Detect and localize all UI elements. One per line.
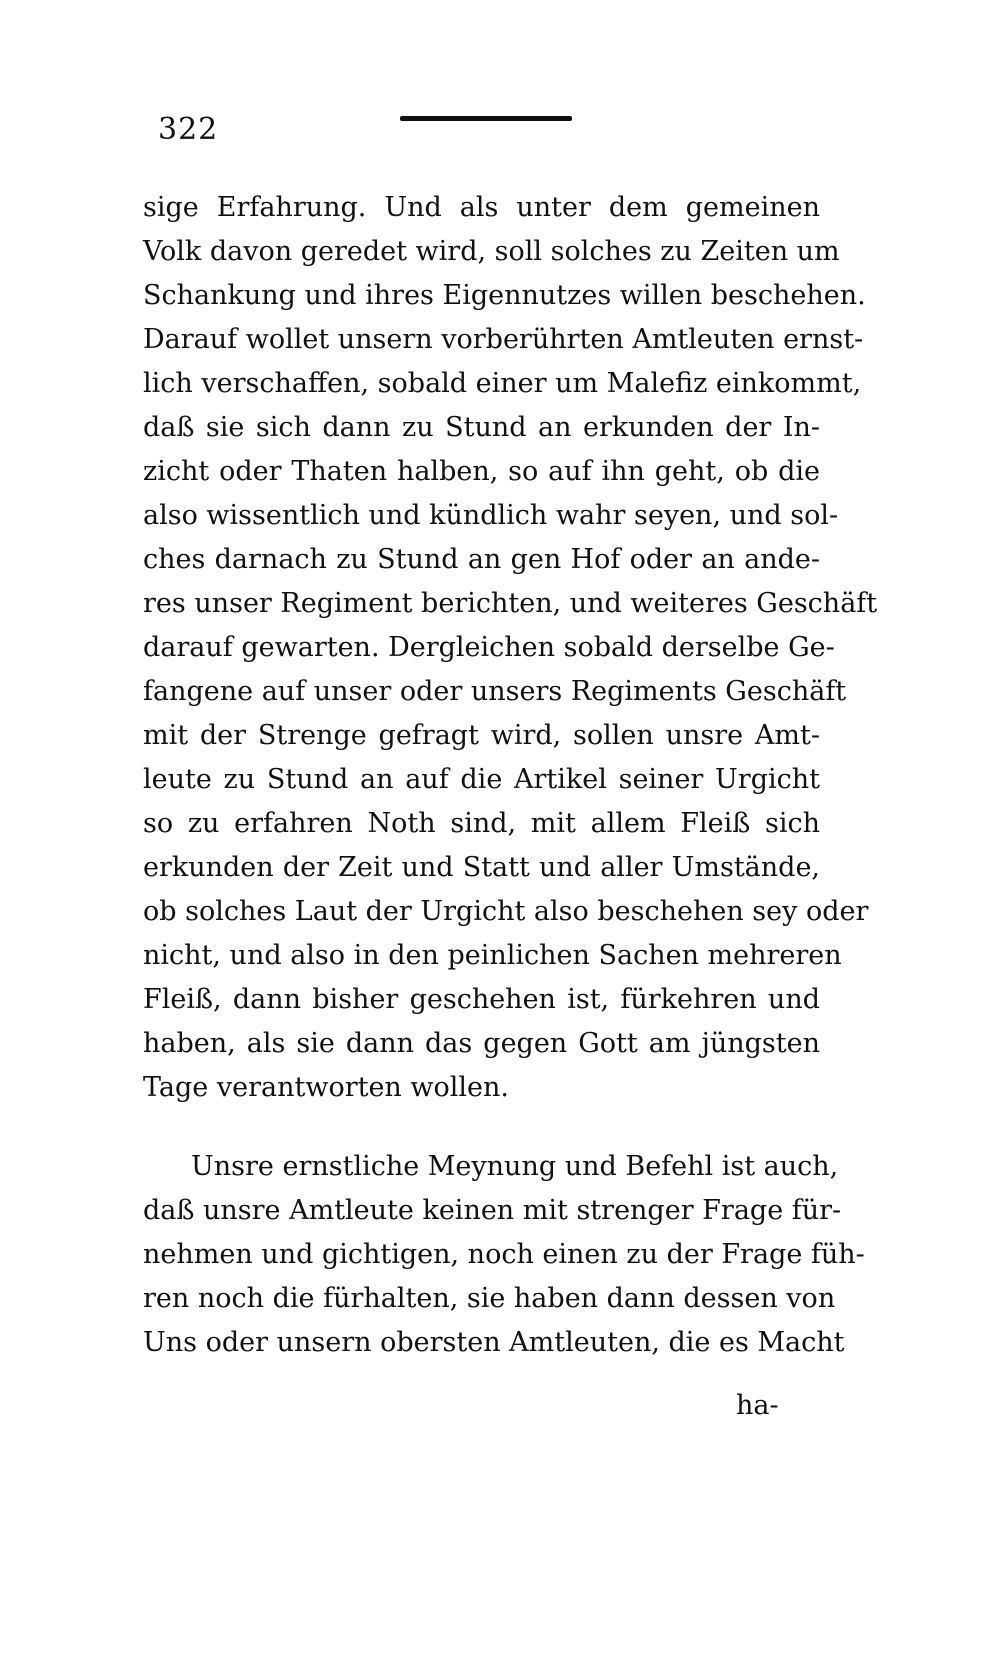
- text-line: Darauf wollet unsern vorberührten Amtleuten ernst-: [143, 324, 864, 355]
- text-line: sige Erfahrung. Und als unter dem gemeinen: [143, 192, 820, 223]
- text-line: Unsre ernstliche Meynung und Befehl ist auch,: [191, 1151, 839, 1182]
- text-line: res unser Regiment berichten, und weiteres Geschäft: [143, 588, 878, 619]
- text-line: Schankung und ihres Eigennutzes willen beschehen.: [143, 280, 866, 311]
- text-line: erkunden der Zeit und Statt und aller Umstände,: [143, 852, 820, 883]
- catchword: ha-: [736, 1390, 779, 1421]
- text-line: Tage verantworten wollen.: [143, 1072, 509, 1103]
- text-line: leute zu Stund an auf die Artikel seiner Urgicht: [143, 764, 820, 795]
- paragraph-2: [143, 1145, 865, 1365]
- text-line: ren noch die fürhalten, sie haben dann dessen von: [143, 1283, 836, 1314]
- text-line: Volk davon geredet wird, soll solches zu Zeiten um: [143, 236, 840, 267]
- text-line: Fleiß, dann bisher geschehen ist, fürkehren und: [143, 984, 820, 1015]
- paragraph-1: [143, 186, 878, 1110]
- text-line: haben, als sie dann das gegen Gott am jüngsten: [143, 1028, 820, 1059]
- text-line: ob solches Laut der Urgicht also beschehen sey oder: [143, 896, 869, 927]
- text-line: so zu erfahren Noth sind, mit allem Fleiß sich: [143, 808, 820, 839]
- text-line: daß unsre Amtleute keinen mit strenger Frage für-: [143, 1195, 842, 1226]
- text-line: lich verschaffen, sobald einer um Malefiz einkommt,: [143, 368, 862, 399]
- text-line: zicht oder Thaten halben, so auf ihn geht, ob die: [143, 456, 820, 487]
- text-line: darauf gewarten. Dergleichen sobald derselbe Ge-: [143, 632, 835, 663]
- text-line: also wissentlich und kündlich wahr seyen, und sol-: [143, 500, 839, 531]
- text-line: daß sie sich dann zu Stund an erkunden der In-: [143, 412, 820, 443]
- text-line: ches darnach zu Stund an gen Hof oder an ande-: [143, 544, 820, 575]
- text-line: fangene auf unser oder unsers Regiments Geschäft: [143, 676, 847, 707]
- text-line: mit der Strenge gefragt wird, sollen unsre Amt-: [143, 720, 820, 751]
- text-line: nicht, und also in den peinlichen Sachen mehreren: [143, 940, 842, 971]
- text-line: Uns oder unsern obersten Amtleuten, die es Macht: [143, 1327, 845, 1358]
- page-number: 322: [158, 112, 219, 147]
- text-line: nehmen und gichtigen, noch einen zu der Frage füh-: [143, 1239, 865, 1270]
- header-rule: [400, 116, 572, 121]
